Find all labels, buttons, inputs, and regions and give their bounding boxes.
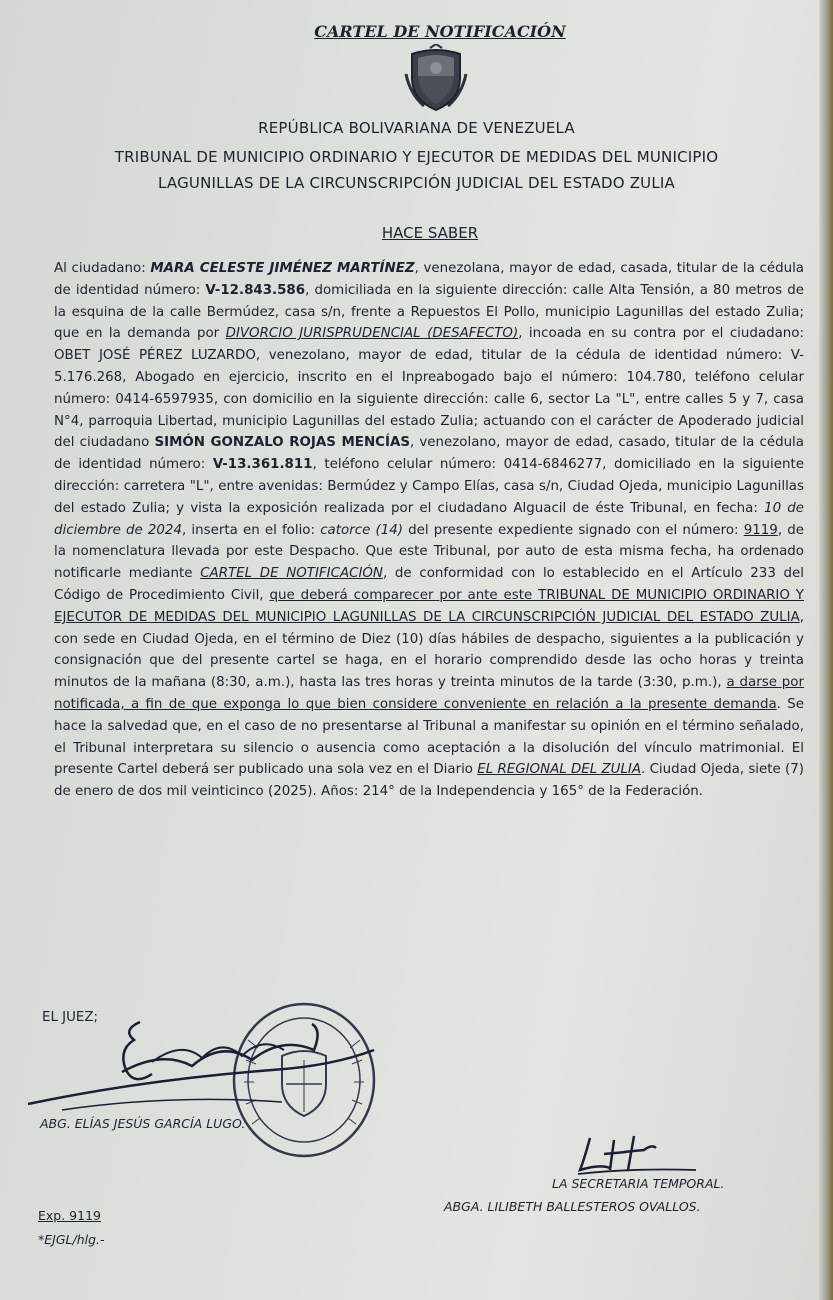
cartel-title: CARTEL DE NOTIFICACIÓN [314, 22, 566, 41]
body-text: del presente expediente signado con el número: [402, 522, 744, 538]
body-text: Al ciudadano: [54, 261, 151, 276]
body-text: , venezolana, mayor de edad, casada, titular de la cédula de identidad número: [54, 261, 804, 298]
judge-label: EL JUEZ; [42, 1010, 99, 1025]
body-text: , inserta en el folio: [181, 522, 321, 538]
handwritten-initials-icon [570, 1130, 710, 1180]
body-text: , domiciliada en la siguiente dirección: calle Alta Tensión, a 80 metros de la esquina de la calle Bermúdez, casa s/n, frente a Repuestos El Pollo, municipio Lagunillas del estado Zulia; que en la demanda por [54, 282, 804, 342]
venezuela-coat-of-arms-icon [404, 44, 468, 114]
body-text: , teléfono celular número: 0414-6846277, domiciliado en la siguiente dirección: carretera "L", entre avenidas: Bermúdez y Campo Elías, casa s/n, Ciudad Ojeda, municipio Lagunillas del estado Zulia; y vista la exposición realizada por el ciudadano Alguacil de éste Tribunal, en fecha: [54, 457, 804, 516]
judge-name: ABG. ELÍAS JESÚS GARCÍA LUGO. [40, 1116, 246, 1131]
body-text: , venezolano, mayor de edad, casado, titular de la cédula de identidad número: [54, 435, 804, 473]
tribunal-heading-line1: TRIBUNAL DE MUNICIPIO ORDINARIO Y EJECUTOR DE MEDIDAS DEL MUNICIPIO [114, 148, 719, 166]
addressee-id: V-12.843.586 [205, 282, 306, 298]
secretary-title: LA SECRETARIA TEMPORAL. [552, 1176, 725, 1191]
case-type: DIVORCIO JURISPRUDENCIAL (DESAFECTO) [225, 326, 519, 342]
body-text: , de la nomenclatura llevada por este Despacho. Que este Tribunal, por auto de esta misma fecha, ha ordenado notificarle mediante [54, 522, 804, 582]
typist-initials: *EJGL/hlg.- [38, 1232, 105, 1247]
addressee-name: MARA CELESTE JIMÉNEZ MARTÍNEZ [150, 261, 415, 276]
cartel-reference: CARTEL DE NOTIFICACIÓN [200, 566, 383, 582]
body-text: . Ciudad Ojeda, siete (7) de enero de dos mil veinticinco (2025). Años: 214° de la Independencia y 165° de la Federación. [54, 762, 804, 800]
newspaper-name: EL REGIONAL DEL ZULIA [477, 762, 642, 778]
tribunal-heading-line2: LAGUNILLAS DE LA CIRCUNSCRIPCIÓN JUDICIAL DEL ESTADO ZULIA [157, 174, 675, 192]
case-number: 9119 [743, 522, 778, 538]
notice-body [54, 258, 804, 803]
body-text: . Se hace la salvedad que, en el caso de no presentarse al Tribunal a manifestar su opinión en el término señalado, el Tribunal interpretara su silencio o ausencia como aceptación a la disolución del vínculo matrimonial. El presente Cartel deberá ser publicado una sola vez en el Diario [54, 696, 804, 778]
secretary-name: ABGA. LILIBETH BALLESTEROS OVALLOS. [444, 1199, 701, 1214]
folio-number: catorce (14) [320, 522, 403, 538]
handwritten-signature-icon [22, 1010, 402, 1120]
body-text: , con sede en Ciudad Ojeda, en el término de Diez (10) días hábiles de despacho [54, 609, 804, 647]
body-text: , de conformidad con lo establecido en el Artículo 233 del Código de Procedimiento Civil, [54, 566, 804, 603]
body-text: , incoada en su contra por el ciudadano: OBET JOSÉ PÉREZ LUZARDO, venezolano, mayor de edad, titular de la cédula de identidad número: V-5.176.268, Abogado en ejercicio, inscrito en el Inpreabogado bajo el número: 104.780, teléfono celular número: 0414-6597935, con domicilio en la siguiente dirección: calle 6, sector La "L", entre calles 5 y 7, casa N°4, parroquia Libertad, municipio Lagunillas del estado Zulia; actuando con el carácter de Apoderado judicial del ciudadano [54, 326, 804, 451]
client-name: SIMÓN GONZALO ROJAS MENCÍAS [154, 435, 410, 451]
republic-heading: REPÚBLICA BOLIVARIANA DE VENEZUELA [258, 119, 575, 137]
hace-saber-heading: HACE SABER [381, 224, 479, 242]
appearance-clause: que deberá comparecer por ante este TRIBUNAL DE MUNICIPIO ORDINARIO Y EJECUTOR DE MEDIDAS DEL MUNICIPIO LAGUNILLAS DE LA CIRCUNSCRIPCIÓN JUDICIAL DEL ESTADO ZULIA [54, 587, 804, 625]
paper-edge [819, 0, 833, 1300]
report-date: 10 de diciembre de 2024 [54, 500, 804, 538]
client-id: V-13.361.811 [212, 457, 313, 473]
case-file-reference: Exp. 9119 [38, 1208, 101, 1223]
notification-clause: a darse por notificada, a fin de que exponga lo que bien considere conveniente en relación a la presente demanda [54, 675, 805, 712]
body-text: , siguientes a la publicación y consignación que del presente cartel se haga, en el horario comprendido desde las ocho horas y treinta minutos de la mañana (8:30, a.m.), hasta las tres horas y treinta minutos de la tarde (3:30, p.m.), [54, 631, 804, 691]
